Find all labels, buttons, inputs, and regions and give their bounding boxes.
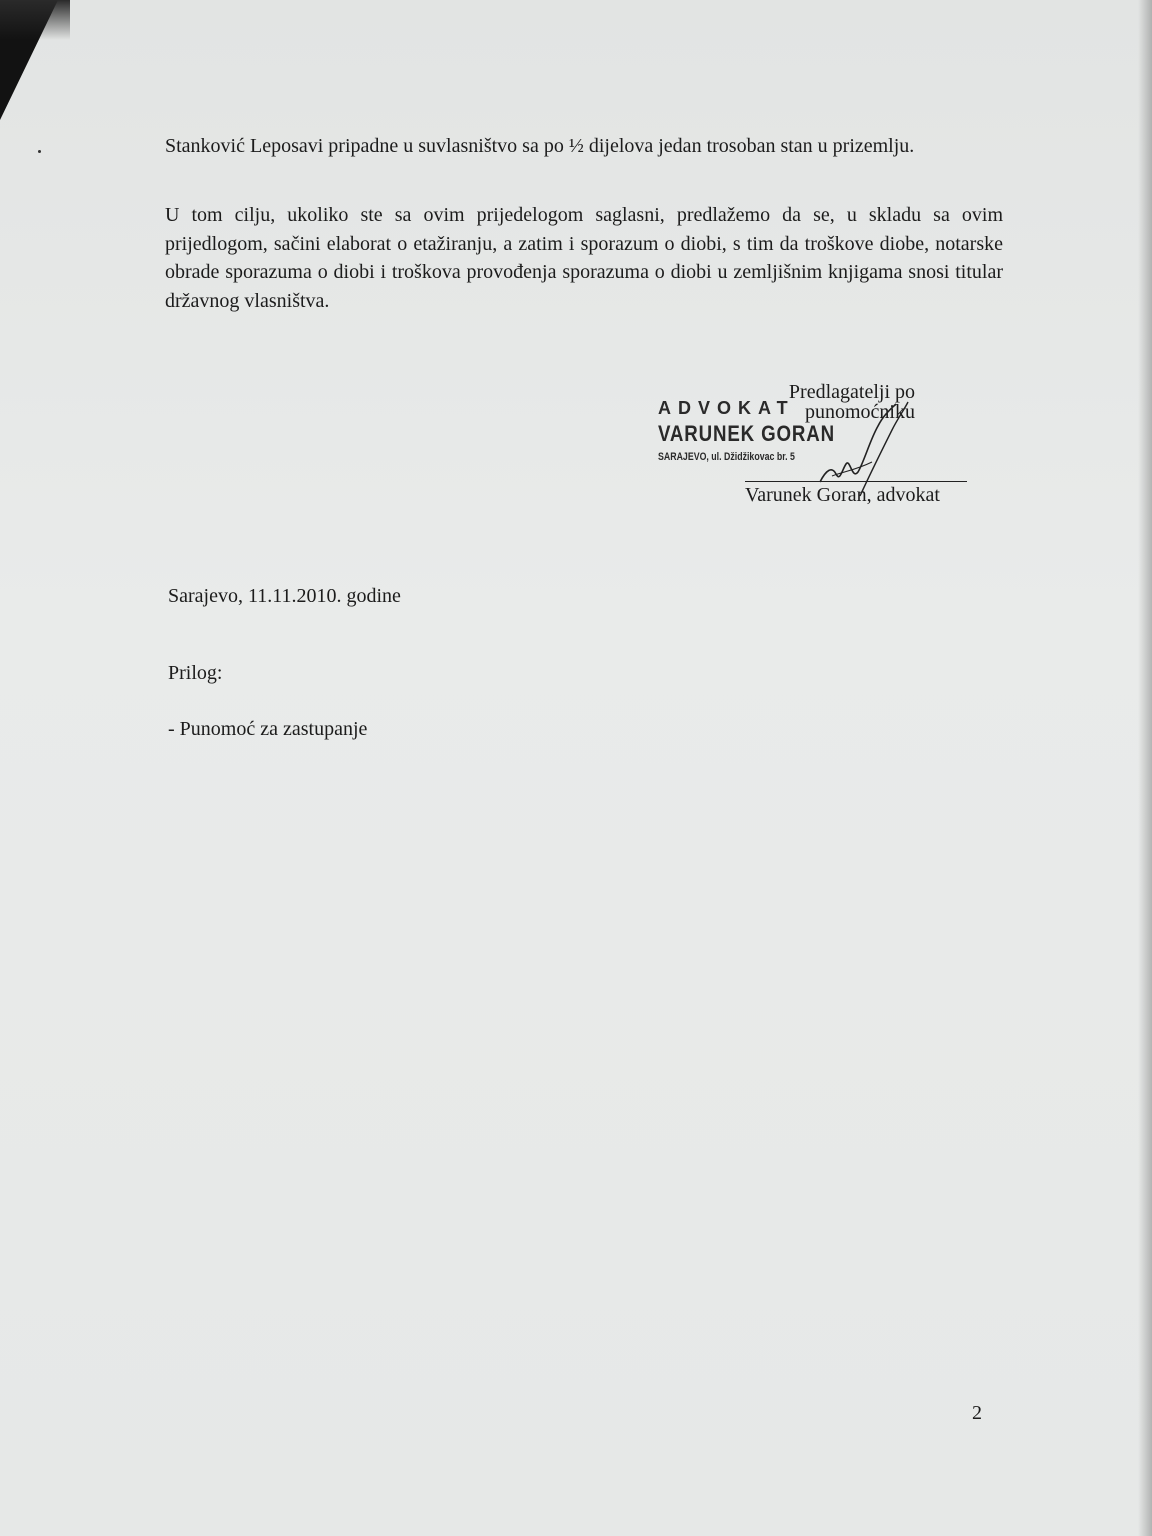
stamp-line-3: SARAJEVO, ul. Džidžikovac br. 5 — [658, 451, 795, 463]
stamp-line-2: VARUNEK GORAN — [658, 421, 835, 446]
page-edge-shadow — [1138, 0, 1152, 1536]
proposer-line-1: Predlagatelji po — [788, 381, 915, 403]
signature-line — [745, 481, 967, 482]
speck — [38, 150, 41, 153]
proposer-line-2: punomoćniku — [805, 401, 915, 423]
page-number: 2 — [972, 1402, 982, 1424]
paragraph-1: Stanković Leposavi pripadne u suvlasništvo sa po ½ dijelova jedan trosoban stan u prizemlju. — [165, 135, 915, 157]
dark-corner-shade — [0, 0, 70, 40]
attachment-label: Prilog: — [168, 662, 223, 684]
stamp-line-1: ADVOKAT — [658, 398, 795, 418]
signer-name: Varunek Goran, advokat — [745, 484, 940, 506]
paragraph-2: U tom cilju, ukoliko ste sa ovim prijedelogom saglasni, predlažemo da se, u skladu sa ovim prijedlogom, sačini elaborat o etažiranju, a zatim i sporazum o diobi, s tim da troškove diobe, notarske obrade sporazuma o diobi i troškova provođenja sporazuma o diobi u zemljišnim knjigama snosi titular državnog vlasništva. — [165, 204, 1003, 312]
attachment-item: - Punomoć za zastupanje — [168, 718, 368, 740]
date-line: Sarajevo, 11.11.2010. godine — [168, 585, 401, 607]
